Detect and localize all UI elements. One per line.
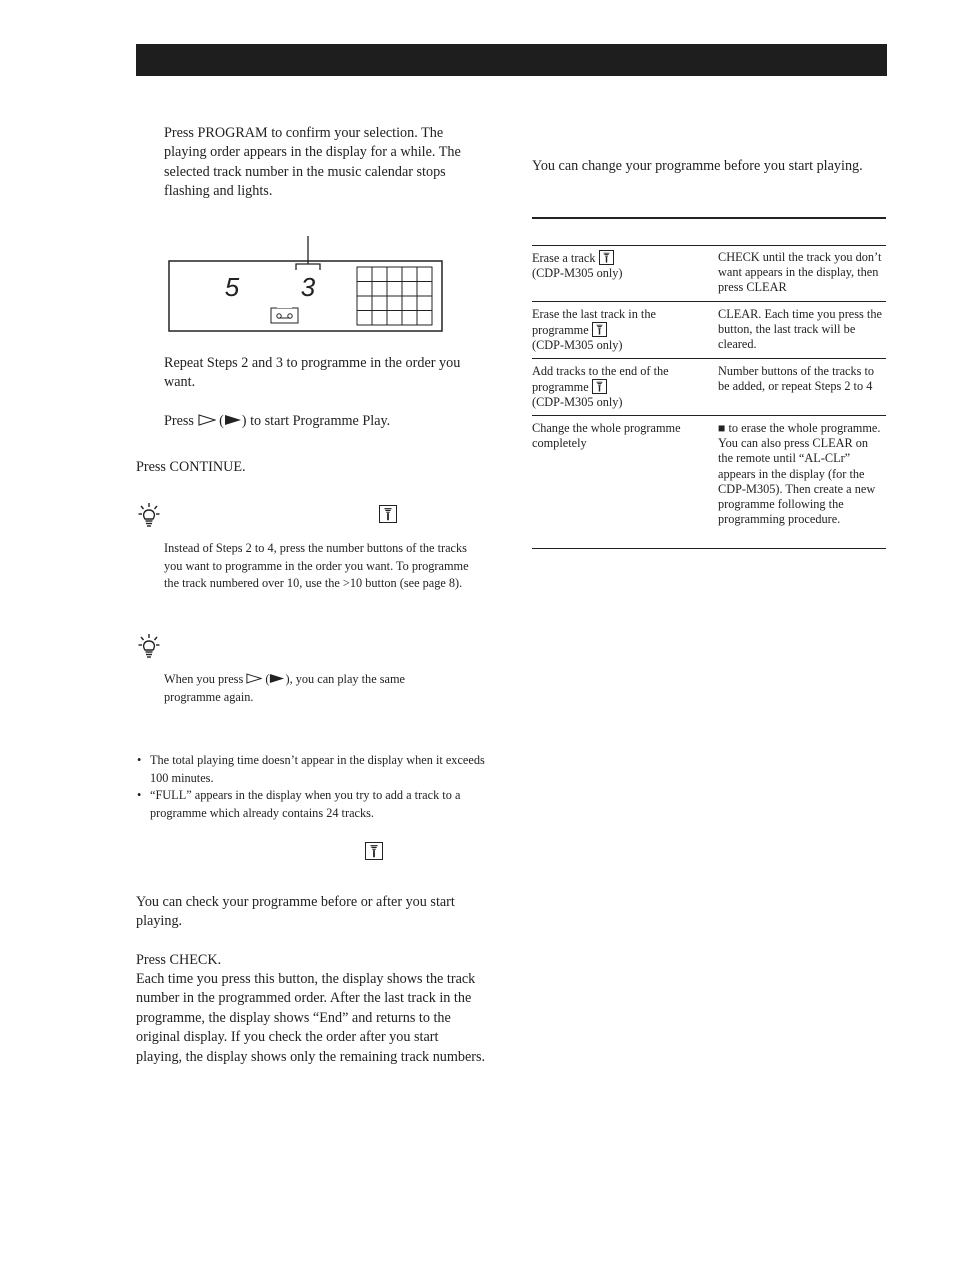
play-outline-icon bbox=[246, 673, 262, 684]
play-outline-icon bbox=[198, 414, 216, 426]
notes-list bbox=[137, 752, 492, 822]
table-row-action: Add tracks to the end of the programme (CDP-M305 only) bbox=[532, 364, 669, 410]
remote-only-icon bbox=[599, 250, 614, 265]
table-top-rule bbox=[532, 217, 886, 219]
remote-only-icon bbox=[592, 379, 607, 394]
check-step-text: Press CHECK. bbox=[136, 952, 222, 968]
table-row-desc: CHECK until the track you don’t want appears in the display, then press CLEAR bbox=[718, 250, 882, 295]
table-bottom-rule bbox=[532, 548, 886, 549]
table-row-divider bbox=[532, 415, 886, 416]
tip-2-prefix: When you press bbox=[164, 672, 244, 686]
tip-1-text: Instead of Steps 2 to 4, press the number buttons of the tracks you want to programme in the order you want. To programme the track numbered over 10, use the >10 button (see page 8). bbox=[164, 541, 469, 590]
step-3-text: Press PROGRAM to confirm your selection. The playing order appears in the display for a while. The selected track number in the music calendar stops flashing and lights. bbox=[164, 125, 461, 200]
note-item: • The total playing time doesn’t appear in the display when it exceeds 100 minutes. bbox=[137, 753, 485, 785]
step-4-text: Repeat Steps 2 and 3 to programme in the order you want. bbox=[164, 355, 461, 391]
table-row-divider bbox=[532, 358, 886, 359]
table-row-action: Change the whole programme completely bbox=[532, 421, 681, 451]
step-5-suffix: ) to start Programme Play. bbox=[241, 413, 391, 429]
remote-only-icon bbox=[592, 322, 607, 337]
change-intro-text: You can change your programme before you start playing. bbox=[532, 158, 863, 174]
note-item: • “FULL” appears in the display when you try to add a track to a programme which already contains 24 tracks. bbox=[137, 788, 461, 820]
remote-only-icon bbox=[365, 842, 383, 860]
display-digit-right: 3 bbox=[300, 272, 316, 302]
continue-text: Press CONTINUE. bbox=[136, 459, 246, 475]
bullet-icon: • bbox=[137, 788, 142, 802]
bullet-icon: • bbox=[137, 753, 142, 767]
lightbulb-tip-icon bbox=[138, 633, 160, 659]
music-calendar-grid bbox=[357, 267, 432, 325]
play-filled-icon bbox=[269, 673, 285, 684]
section-header-bar bbox=[136, 44, 887, 76]
play-filled-icon bbox=[224, 414, 242, 426]
remote-only-icon bbox=[379, 505, 397, 523]
check-desc-text: Each time you press this button, the display shows the track number in the programmed order. After the last track in the programme, the display shows “End” and returns to the original display. If you check the order after you start playing, the display shows only the remaining track numbers. bbox=[136, 971, 486, 1065]
table-row-desc: CLEAR. Each time you press the button, the last track will be cleared. bbox=[718, 307, 882, 352]
step-5-prefix: Press bbox=[164, 413, 194, 429]
tip-2-suffix: ), you can play the same programme again. bbox=[164, 672, 405, 704]
lightbulb-tip-icon bbox=[138, 502, 160, 528]
table-row-divider bbox=[532, 301, 886, 302]
display-illustration bbox=[168, 236, 444, 334]
display-digit-left: 5 bbox=[224, 272, 240, 302]
tip-2-text: When you press ( ), you can play the same programme again. bbox=[164, 672, 405, 704]
table-row-desc: ■ to erase the whole programme. You can also press CLEAR on the remote until “AL-CLr” appears in the display (for the CDP-M305). Then create a new programme following the programming procedure. bbox=[718, 421, 881, 527]
check-intro-text: You can check your programme before or after you start playing. bbox=[136, 894, 455, 930]
table-row-action: Erase a track (CDP-M305 only) bbox=[532, 251, 623, 281]
table-row-action: Erase the last track in the programme (CDP-M305 only) bbox=[532, 307, 656, 353]
step-5-text: Press ( ) to start Programme Play. bbox=[164, 413, 391, 429]
table-header-rule bbox=[532, 245, 886, 246]
tape-icon bbox=[271, 305, 298, 323]
table-row-desc: Number buttons of the tracks to be added, or repeat Steps 2 to 4 bbox=[718, 364, 875, 394]
